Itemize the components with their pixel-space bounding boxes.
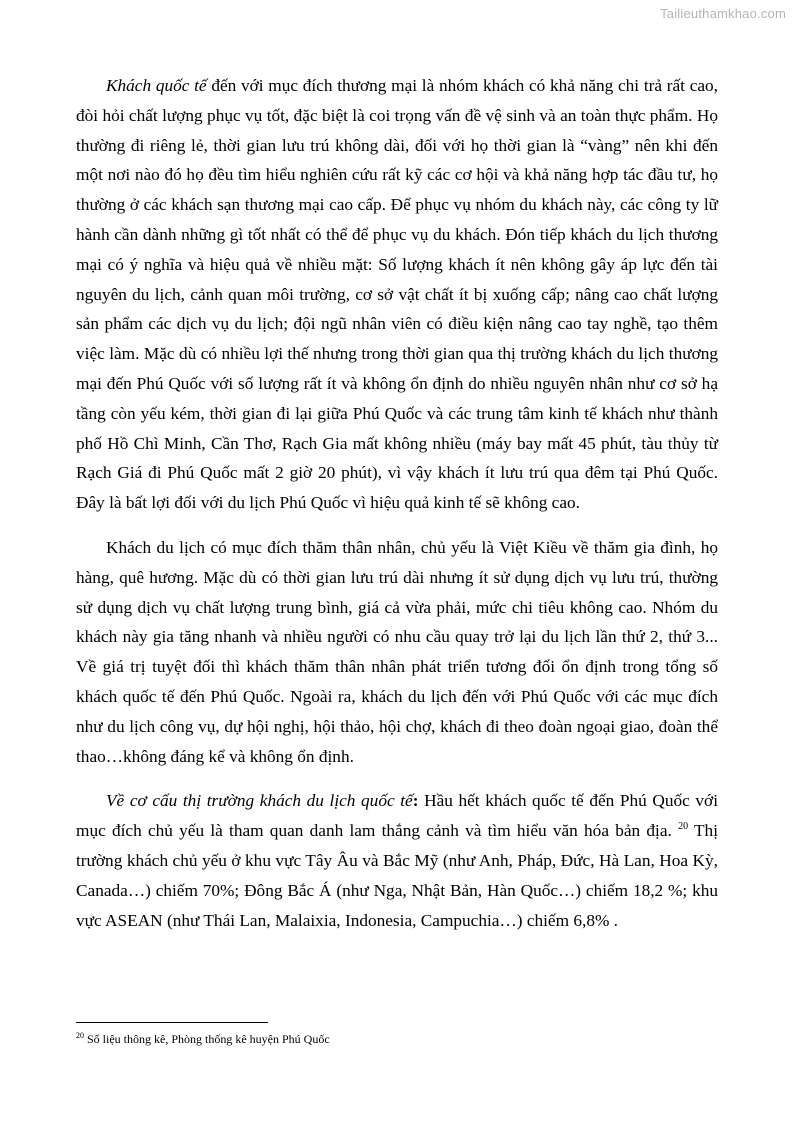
paragraph-text: đến với mục đích thương mại là nhóm khách có khả năng chi trả rất cao, đòi hỏi chất lượng phục vụ tốt, đặc biệt là coi trọng vấn đề vệ sinh và an toàn thực phẩm. Họ thường đi riêng lẻ, thời gian lưu trú không dài, đối với họ thời gian là “vàng” nên khi đến một nơi nào đó họ đều tìm hiểu nghiên cứu rất kỹ các cơ hội và khả năng hợp tác đầu tư, họ thường ở các khách sạn thương mại cao cấp. Để phục vụ nhóm du khách này, các công ty lữ hành cần dành những gì tốt nhất có thể để phục vụ du khách. Đón tiếp khách du lịch thương mại có ý nghĩa và hiệu quả về nhiều mặt: Số lượng khách ít nên không gây áp lực đến tài nguyên du lịch, cảnh quan môi trường, cơ sở vật chất ít bị xuống cấp; nâng cao chất lượng sản phẩm các dịch vụ du lịch; đội ngũ nhân viên có điều kiện nâng cao tay nghề, tạo thêm việc làm. Mặc dù có nhiều lợi thế nhưng trong thời gian qua thị trường khách du lịch thương mại đến Phú Quốc với số lượng rất ít và không ổn định do nhiều nguyên nhân như cơ sở hạ tầng còn yếu kém, thời gian đi lại giữa Phú Quốc và các trung tâm kinh tế khách như thành phố Hồ Chì Minh, Cần Thơ, Rạch Gia mất không nhiều (máy bay mất 45 phút, tàu thủy từ Rạch Giá đi Phú Quốc mất 2 giờ 20 phút), vì vậy khách ít lưu trú qua đêm tại Phú Quốc. Đây là bất lợi đối với du lịch Phú Quốc vì hiệu quả kinh tế sẽ không cao. [76, 76, 718, 513]
footnote [76, 1031, 330, 1047]
watermark: Tailieuthamkhao.com [660, 6, 786, 21]
italic-lead-international-tourists: Khách quốc tế [106, 76, 207, 95]
lead-colon: : [412, 791, 419, 811]
document-body [76, 71, 718, 935]
footnote-text: Số liệu thông kê, Phòng thống kê huyện Phú Quốc [84, 1032, 330, 1046]
paragraph-family-visit-tourists [76, 533, 718, 771]
footnote-mark: 20 [76, 1031, 84, 1040]
paragraph-text: Hầu hết khách quốc tế đến Phú Quốc với mục đích chủ yếu là tham quan danh lam thắng cảnh và tìm hiểu văn hóa bản địa. [76, 791, 718, 841]
footnote-divider [76, 1022, 268, 1023]
paragraph-business-tourists [76, 71, 718, 518]
paragraph-market-structure [76, 786, 718, 935]
italic-lead-market-structure: Về cơ cấu thị trường khách du lịch quốc tế [106, 791, 413, 811]
paragraph-text: Thị trường khách chủ yếu ở khu vực Tây Âu và Bắc Mỹ (như Anh, Pháp, Đức, Hà Lan, Hoa Kỳ, Canada…) chiếm 70%; Đông Bắc Á (như Nga, Nhật Bản, Hàn Quốc…) chiếm 18,2 %; khu vực ASEAN (như Thái Lan, Malaixia, Indonesia, Campuchia…) chiếm 6,8% . [76, 821, 718, 930]
footnote-reference[interactable]: 20 [678, 821, 689, 833]
paragraph-text: Khách du lịch có mục đích thăm thân nhân, chủ yếu là Việt Kiều về thăm gia đình, họ hàng, quê hương. Mặc dù có thời gian lưu trú dài nhưng ít sử dụng dịch vụ lưu trú, thường sử dụng dịch vụ chất lượng trung bình, giá cả vừa phải, mức chi tiêu không cao. Nhóm du khách này gia tăng nhanh và nhiều người có nhu cầu quay trở lại du lịch lần thứ 2, thứ 3... Về giá trị tuyệt đối thì khách thăm thân nhân phát triển tương đối ổn định trong tổng số khách quốc tế đến Phú Quốc. Ngoài ra, khách du lịch đến với Phú Quốc với các mục đích như du lịch công vụ, dự hội nghị, hội thảo, hội chợ, khách đi theo đoàn ngoại giao, đoàn thể thao…không đáng kể và không ổn định. [76, 537, 718, 766]
